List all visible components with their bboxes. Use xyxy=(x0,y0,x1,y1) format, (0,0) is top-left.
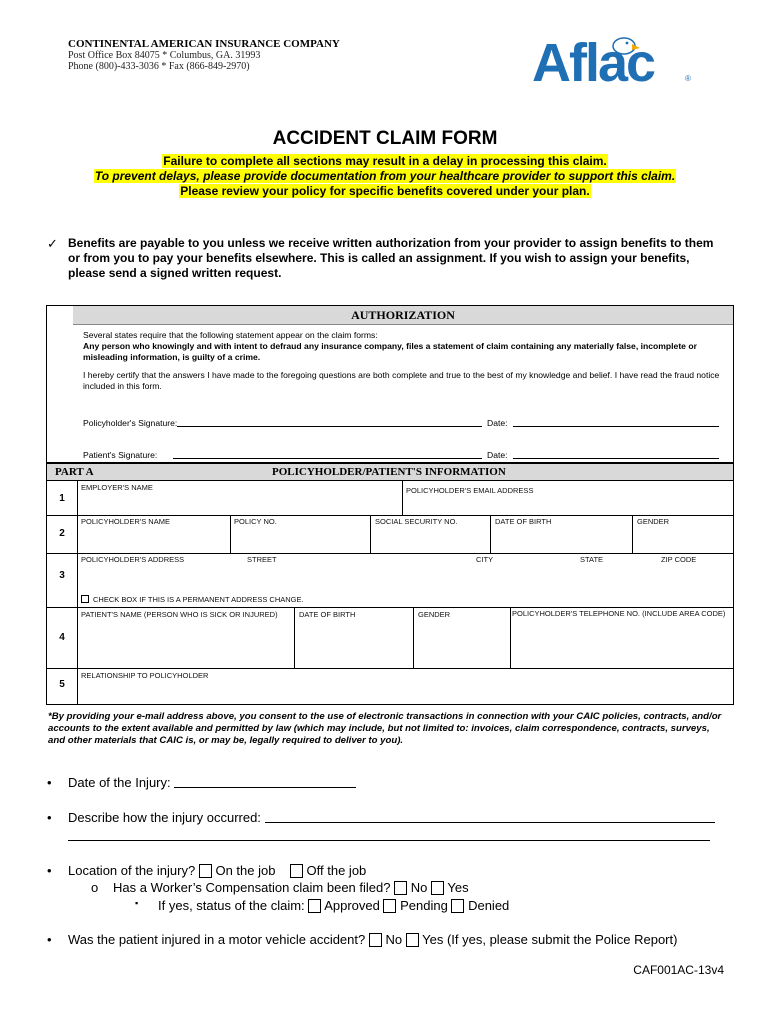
on-the-job-checkbox[interactable] xyxy=(199,864,212,878)
patient-dob-field[interactable]: DATE OF BIRTH xyxy=(299,610,356,619)
claim-status-question xyxy=(158,898,509,913)
bullet-icon: • xyxy=(47,775,52,790)
part-a-section xyxy=(46,463,734,705)
patient-date-field[interactable] xyxy=(513,458,719,459)
injury-date-question xyxy=(68,775,356,790)
bullet-icon: • xyxy=(47,810,52,825)
checkmark-icon: ✓ xyxy=(47,236,58,251)
row-number-3: 3 xyxy=(59,570,65,581)
motor-vehicle-yes-checkbox[interactable] xyxy=(406,933,419,947)
motor-vehicle-yes-label: Yes (If yes, please submit the Police Report) xyxy=(422,932,678,947)
sub-bullet-icon: o xyxy=(91,880,99,895)
injury-location-question xyxy=(68,863,366,878)
company-phone: Phone (800)-433-3036 * Fax (866-849-2970) xyxy=(68,61,250,72)
fraud-statement: Any person who knowingly and with intent to defraud any insurance company, files a statement of claim containing any materially false, incomplete or misleading information, is guilty of a crime. xyxy=(83,341,697,362)
workers-comp-no-label: No xyxy=(410,880,428,895)
company-name: CONTINENTAL AMERICAN INSURANCE COMPANY xyxy=(68,38,340,50)
policyholder-name-field[interactable]: POLICYHOLDER'S NAME xyxy=(81,517,170,526)
company-header xyxy=(68,39,340,72)
on-the-job-label: On the job xyxy=(215,863,276,878)
ssn-field[interactable]: SOCIAL SECURITY NO. xyxy=(375,517,458,526)
row4-divider-1 xyxy=(294,607,295,668)
approved-label: Approved xyxy=(324,898,380,913)
injury-description-question xyxy=(68,810,715,825)
notice-1 xyxy=(0,154,770,168)
workers-comp-no-checkbox[interactable] xyxy=(394,881,407,895)
authorization-heading: AUTHORIZATION xyxy=(73,306,733,325)
row2-divider-3 xyxy=(490,515,491,553)
permanent-address-checkbox[interactable] xyxy=(81,595,89,603)
date-of-birth-field[interactable]: DATE OF BIRTH xyxy=(495,517,552,526)
address-label: POLICYHOLDER'S ADDRESS xyxy=(81,555,185,564)
off-the-job-checkbox[interactable] xyxy=(290,864,303,878)
patient-signature-field[interactable] xyxy=(173,458,482,459)
off-the-job-label: Off the job xyxy=(306,863,367,878)
authorization-section xyxy=(46,305,734,463)
patient-date-label: Date: xyxy=(487,450,508,460)
denied-checkbox[interactable] xyxy=(451,899,464,913)
injury-description-field-line-2[interactable] xyxy=(68,840,710,841)
row-number-5: 5 xyxy=(59,679,65,690)
state-field[interactable]: STATE xyxy=(580,555,604,564)
city-field[interactable]: CITY xyxy=(476,555,494,564)
policyholder-signature-field[interactable] xyxy=(177,426,482,427)
notice-2-text: To prevent delays, please provide documentation from your healthcare provider to support this claim. xyxy=(94,169,676,183)
patient-signature-label: Patient's Signature: xyxy=(83,450,158,460)
policyholder-signature-label: Policyholder's Signature: xyxy=(83,418,178,428)
notice-3-text: Please review your policy for specific benefits covered under your plan. xyxy=(180,184,590,198)
relationship-field[interactable]: RELATIONSHIP TO POLICYHOLDER xyxy=(81,671,209,680)
workers-comp-label: Has a Worker’s Compensation claim been filed? xyxy=(113,880,391,895)
certify-statement: I hereby certify that the answers I have made to the foregoing questions are both complete and true to the best of my knowledge and belief. I have read the fraud notice included in this form. xyxy=(83,370,720,391)
row2-divider-1 xyxy=(230,515,231,553)
row-number-4: 4 xyxy=(59,632,65,643)
notice-2 xyxy=(0,169,770,183)
authorization-lead: Several states require that the following statement appear on the claim forms: xyxy=(83,330,378,340)
policy-number-field[interactable]: POLICY NO. xyxy=(234,517,277,526)
claim-status-label: If yes, status of the claim: xyxy=(158,898,305,913)
denied-label: Denied xyxy=(468,898,510,913)
workers-comp-yes-checkbox[interactable] xyxy=(431,881,444,895)
injury-date-label: Date of the Injury: xyxy=(68,775,171,790)
motor-vehicle-question xyxy=(68,932,677,947)
row1-divider xyxy=(402,480,403,515)
benefits-note xyxy=(47,236,717,281)
approved-checkbox[interactable] xyxy=(308,899,321,913)
row4-divider-2 xyxy=(413,607,414,668)
row-number-2: 2 xyxy=(59,528,65,539)
zip-code-field[interactable]: ZIP CODE xyxy=(661,555,697,564)
row4-divider-3 xyxy=(510,607,511,668)
email-field[interactable]: POLICYHOLDER'S EMAIL ADDRESS xyxy=(406,486,534,495)
part-a-heading: POLICYHOLDER/PATIENT'S INFORMATION xyxy=(272,466,506,478)
pending-label: Pending xyxy=(400,898,448,913)
policyholder-date-field[interactable] xyxy=(513,426,719,427)
notice-1-text: Failure to complete all sections may result in a delay in processing this claim. xyxy=(163,154,607,168)
row-number-divider xyxy=(77,480,78,704)
benefits-note-text: Benefits are payable to you unless we receive written authorization from your provider to assign benefits to them or from you to pay your benefits elsewhere. This is called an assignment. If you wish to assign your benefits, please send a signed written request. xyxy=(68,236,714,280)
injury-date-field[interactable] xyxy=(174,787,356,788)
part-a-label: PART A xyxy=(55,466,94,478)
row2-divider-4 xyxy=(632,515,633,553)
injury-description-label: Describe how the injury occurred: xyxy=(68,810,261,825)
gender-field[interactable]: GENDER xyxy=(637,517,670,526)
aflac-logo xyxy=(532,26,697,92)
patient-gender-field[interactable]: GENDER xyxy=(418,610,451,619)
part-a-header xyxy=(47,464,733,481)
injury-description-field[interactable] xyxy=(265,822,715,823)
row-divider-3 xyxy=(47,607,733,608)
street-field[interactable]: STREET xyxy=(247,555,277,564)
company-address: Post Office Box 84075 * Columbus, GA. 31993 xyxy=(68,50,261,61)
bullet-icon: • xyxy=(47,932,52,947)
injury-location-label: Location of the injury? xyxy=(68,863,196,878)
patient-name-field[interactable]: PATIENT'S NAME (PERSON WHO IS SICK OR INJURED) xyxy=(81,610,278,619)
notice-3 xyxy=(0,184,770,198)
row-number-1: 1 xyxy=(59,493,65,504)
bullet-icon: • xyxy=(47,863,52,878)
form-title: ACCIDENT CLAIM FORM xyxy=(272,128,498,149)
row-divider-4 xyxy=(47,668,733,669)
aflac-logo-text: Aflac xyxy=(532,33,655,93)
form-code: CAF001AC-13v4 xyxy=(633,963,724,977)
email-consent-note: *By providing your e-mail address above, you consent to the use of electronic transactions in connection with your CAIC policies, contracts, and/or accounts to the extent available and permitted by law (which may include, but not limited to: invoices, claim correspondence, contracts, surveys, and other materials that CAIC is, or may be, legally required to deliver to you). xyxy=(48,711,722,746)
registered-mark: ® xyxy=(685,74,691,83)
telephone-field[interactable]: POLICYHOLDER'S TELEPHONE NO. (INCLUDE AREA CODE) xyxy=(512,609,726,618)
workers-comp-question xyxy=(113,880,469,895)
workers-comp-yes-label: Yes xyxy=(447,880,469,895)
square-bullet-icon: ▪ xyxy=(135,898,139,908)
pending-checkbox[interactable] xyxy=(383,899,396,913)
motor-vehicle-label: Was the patient injured in a motor vehicle accident? xyxy=(68,932,366,947)
row-divider-1 xyxy=(47,515,733,516)
row2-divider-2 xyxy=(370,515,371,553)
employer-name-field[interactable]: EMPLOYER'S NAME xyxy=(81,483,153,492)
motor-vehicle-no-checkbox[interactable] xyxy=(369,933,382,947)
policyholder-date-label: Date: xyxy=(487,418,508,428)
permanent-address-label: CHECK BOX IF THIS IS A PERMANENT ADDRESS CHANGE. xyxy=(93,595,304,604)
row-divider-2 xyxy=(47,553,733,554)
motor-vehicle-no-label: No xyxy=(385,932,403,947)
